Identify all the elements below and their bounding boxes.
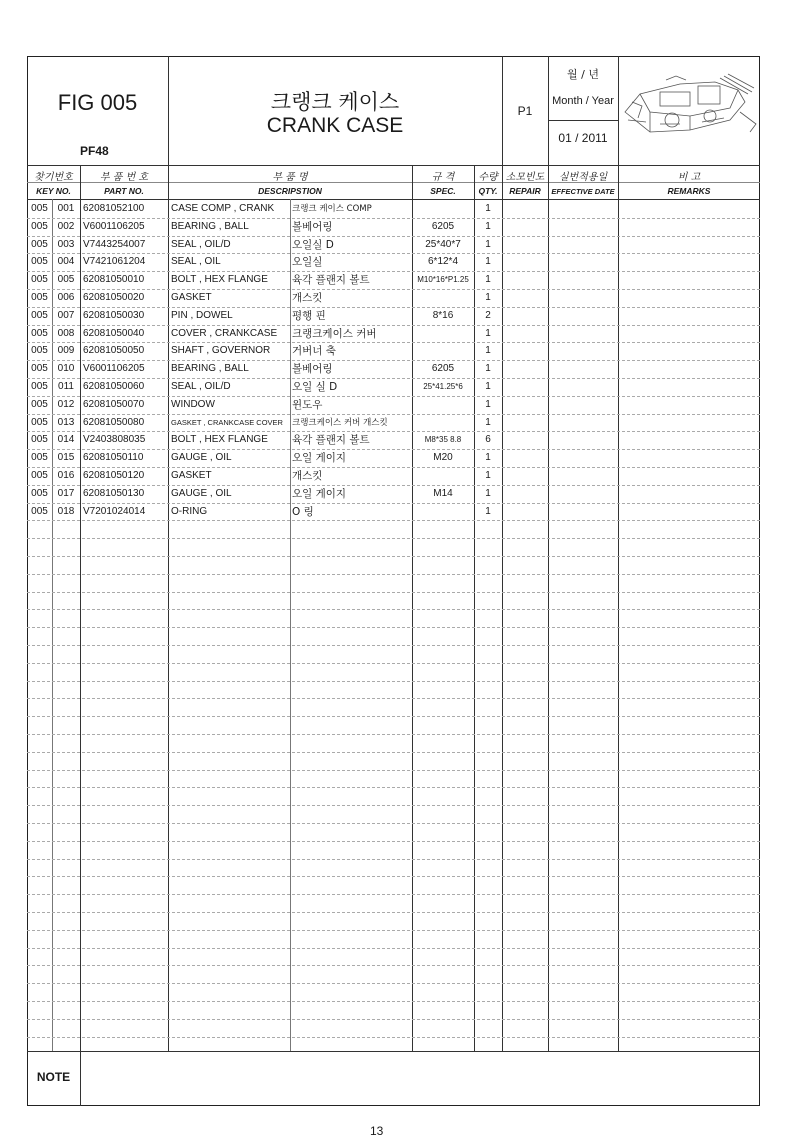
row-rule: [27, 556, 760, 557]
cell-desc-kr: 크랭크케이스 커버: [292, 327, 377, 340]
col-key-kr: 찾기번호: [34, 172, 73, 183]
cell-key: 005: [57, 274, 75, 286]
cell-part: 62081050010: [83, 274, 145, 286]
cell-qty: 1: [485, 203, 491, 214]
cell-qty: 6: [485, 434, 491, 446]
row-rule: [27, 574, 760, 575]
cell-part: 62081050030: [83, 309, 145, 321]
cell-spec: 6205: [431, 363, 455, 375]
cell-desc-kr: 육각 플랜지 볼트: [292, 274, 370, 287]
cell-fig: 005: [31, 452, 48, 464]
cell-key: 010: [57, 363, 75, 375]
cell-fig: 005: [31, 309, 48, 321]
col-qty-kr: 수량: [478, 172, 498, 183]
cell-desc-en: PIN , DOWEL: [171, 309, 233, 321]
row-rule: [27, 663, 760, 664]
cell-fig: 005: [31, 363, 48, 375]
row-rule: [27, 698, 760, 699]
cell-desc-en: GASKET: [171, 470, 212, 481]
cell-desc-kr: 크랭크 케이스 COMP: [292, 204, 372, 214]
table-row: [27, 271, 760, 289]
cell-spec: 6205: [431, 220, 455, 232]
fig-number: FIG 005: [57, 90, 138, 115]
cell-desc-kr: 평행 핀: [292, 309, 326, 322]
col-qty-en: QTY.: [478, 186, 498, 196]
cell-desc-en: GAUGE , OIL: [171, 487, 232, 499]
cell-fig: 005: [31, 345, 48, 357]
cell-spec: [412, 414, 474, 432]
cell-key: 017: [57, 487, 75, 499]
cell-desc-en: SEAL , OIL/D: [171, 238, 231, 250]
cell-part: 62081050070: [83, 398, 145, 410]
cell-key: 006: [57, 292, 75, 303]
cell-qty: 1: [485, 470, 491, 481]
title-english: CRANK CASE: [266, 114, 404, 137]
engine-illustration: [620, 72, 758, 142]
cell-desc-kr: O 링: [292, 505, 314, 518]
cell-part: V6001106205: [83, 220, 145, 232]
cell-key: 015: [57, 452, 75, 464]
row-rule: [27, 289, 760, 290]
cell-desc-en: GASKET: [171, 292, 212, 303]
table-row: [27, 289, 760, 307]
date-divider: [548, 120, 618, 121]
cell-fig: 005: [31, 487, 48, 499]
cell-spec: [412, 325, 474, 343]
col-desc-kr: 부 품 명: [272, 172, 308, 183]
cell-part: 62081050020: [83, 292, 145, 303]
cell-key: 016: [57, 470, 75, 481]
cell-spec: 25*41.25*6: [423, 382, 463, 391]
cell-key: 008: [57, 327, 75, 339]
cell-key: 003: [57, 238, 75, 250]
cell-part: V7201024014: [83, 505, 146, 517]
row-rule: [27, 681, 760, 682]
cell-desc-en: GASKET , CRANKCASE COVER: [171, 417, 283, 427]
table-row: [27, 431, 760, 449]
table-row: [27, 236, 760, 254]
row-rule: [27, 503, 760, 504]
row-rule: [27, 876, 760, 877]
row-rule: [27, 218, 760, 219]
cell-desc-en: CASE COMP , CRANK: [171, 203, 275, 214]
cell-desc-kr: 오일 게이지: [292, 452, 347, 465]
cell-desc-en: COVER , CRANKCASE: [171, 327, 278, 339]
cell-desc-kr: 오일 게이지: [292, 487, 347, 500]
cell-desc-en: BEARING , BALL: [171, 363, 249, 375]
model-code: PF48: [80, 144, 109, 158]
cell-part: V6001106205: [83, 363, 145, 375]
row-rule: [27, 538, 760, 539]
cell-qty: 2: [485, 309, 491, 321]
cell-desc-en: BOLT , HEX FLANGE: [171, 274, 268, 286]
cell-key: 013: [57, 416, 75, 428]
table-row: [27, 342, 760, 360]
table-row: [27, 503, 760, 521]
cell-part: 62081050120: [83, 470, 145, 481]
row-rule: [27, 645, 760, 646]
cell-spec: [412, 342, 474, 360]
col-spec-en: SPEC.: [430, 186, 456, 196]
cell-key: 018: [57, 505, 75, 517]
col-desc-en: DESCRIPSTION: [258, 186, 322, 196]
cell-key: 002: [57, 220, 75, 232]
title-korean: 크랭크 케이스: [270, 90, 400, 114]
table-row: [27, 325, 760, 343]
cell-desc-kr: 볼베어링: [292, 220, 333, 233]
row-rule: [27, 930, 760, 931]
cell-spec: [412, 467, 474, 485]
col-spec-kr: 규 격: [431, 172, 455, 183]
cell-qty: 1: [485, 292, 491, 303]
effective-date: 01 / 2011: [558, 131, 608, 145]
cell-key: 007: [57, 309, 75, 321]
cell-qty: 1: [485, 274, 491, 286]
row-rule: [27, 841, 760, 842]
cell-fig: 005: [31, 220, 48, 232]
cell-qty: 1: [485, 505, 491, 517]
row-rule: [27, 716, 760, 717]
cell-desc-en: SHAFT , GOVERNOR: [171, 345, 271, 357]
row-rule: [27, 325, 760, 326]
row-rule: [27, 396, 760, 397]
header-divider: [27, 165, 760, 166]
cell-fig: 005: [31, 274, 48, 286]
table-row: [27, 449, 760, 467]
cell-fig: 005: [31, 203, 48, 214]
cell-desc-en: SEAL , OIL/D: [171, 381, 231, 392]
cell-key: 014: [57, 434, 75, 446]
row-rule: [27, 1019, 760, 1020]
row-rule: [27, 859, 760, 860]
col-repair-kr: 소모빈도: [505, 172, 545, 183]
cell-part: 62081050080: [83, 416, 145, 428]
row-rule: [27, 787, 760, 788]
row-rule: [27, 948, 760, 949]
col-eff-en: EFFECTIVE DATE: [551, 187, 615, 196]
cell-part: V7421061204: [83, 256, 146, 268]
cell-qty: 1: [485, 398, 491, 410]
row-rule: [27, 414, 760, 415]
col-repair-en: REPAIR: [509, 186, 541, 196]
table-row: [27, 360, 760, 378]
row-rule: [27, 770, 760, 771]
cell-desc-kr: 오일 실 D: [292, 381, 338, 393]
row-rule: [27, 805, 760, 806]
cell-spec: M14: [433, 487, 453, 499]
cell-part: 62081050060: [83, 381, 145, 392]
cell-part: 62081050050: [83, 345, 145, 357]
table-row: [27, 485, 760, 503]
row-rule: [27, 823, 760, 824]
cell-spec: [412, 200, 474, 218]
row-rule: [27, 1037, 760, 1038]
cell-desc-kr: 오일실 D: [292, 238, 334, 251]
cell-qty: 1: [485, 363, 491, 375]
cell-key: 011: [58, 381, 74, 392]
cell-part: V2403808035: [83, 434, 146, 446]
note-area: [80, 1052, 760, 1105]
cell-desc-kr: 개스킷: [292, 470, 323, 482]
col-key-en: KEY NO.: [36, 186, 71, 196]
cell-desc-kr: 육각 플랜지 볼트: [292, 434, 370, 447]
cell-desc-en: BOLT , HEX FLANGE: [171, 434, 268, 446]
table-row: [27, 467, 760, 485]
cell-fig: 005: [31, 327, 48, 339]
row-rule: [27, 894, 760, 895]
cell-key: 012: [57, 398, 75, 410]
cell-part: 62081050040: [83, 327, 145, 339]
row-rule: [27, 236, 760, 237]
cell-qty: 1: [485, 238, 491, 250]
cell-spec: M20: [433, 452, 453, 464]
cell-spec: M8*35 8.8: [424, 435, 462, 445]
cell-fig: 005: [31, 381, 48, 392]
row-rule: [27, 627, 760, 628]
cell-desc-kr: 크랭크케이스 커버 개스킷: [292, 417, 388, 428]
table-row: [27, 200, 760, 218]
table-row: [27, 307, 760, 325]
page-code: P1: [517, 104, 533, 118]
cell-fig: 005: [31, 434, 48, 446]
row-rule: [27, 467, 760, 468]
cell-part: 62081052100: [83, 203, 145, 214]
date-label-english: Month / Year: [552, 95, 614, 107]
note-label: NOTE: [36, 1070, 71, 1084]
cell-qty: 1: [485, 345, 491, 357]
table-row: [27, 396, 760, 414]
row-rule: [27, 485, 760, 486]
cell-desc-en: SEAL , OIL: [171, 256, 221, 268]
cell-fig: 005: [31, 256, 48, 268]
row-rule: [27, 342, 760, 343]
cell-desc-kr: 오일실: [292, 256, 323, 269]
table-row: [27, 218, 760, 236]
row-rule: [27, 983, 760, 984]
cell-fig: 005: [31, 470, 48, 481]
cell-qty: 1: [485, 381, 491, 392]
cell-desc-en: BEARING , BALL: [171, 220, 249, 232]
row-rule: [27, 609, 760, 610]
cell-qty: 1: [485, 220, 491, 232]
cell-qty: 1: [485, 256, 491, 268]
cell-spec: [412, 396, 474, 414]
cell-fig: 005: [31, 238, 48, 250]
row-rule: [27, 360, 760, 361]
cell-fig: 005: [31, 416, 48, 428]
cell-desc-en: O-RING: [171, 505, 208, 517]
col-part-en: PART NO.: [104, 186, 144, 196]
col-remarks-kr: 비 고: [677, 172, 701, 183]
table-row: [27, 414, 760, 432]
row-rule: [27, 520, 760, 521]
cell-key: 009: [57, 345, 75, 357]
cell-part: V7443254007: [83, 238, 146, 250]
cell-fig: 005: [31, 505, 48, 517]
row-rule: [27, 734, 760, 735]
cell-qty: 1: [485, 416, 491, 428]
date-label-korean: 월 / 년: [567, 68, 599, 81]
cell-spec: [412, 503, 474, 521]
cell-desc-kr: 개스킷: [292, 292, 323, 304]
page-number: 13: [370, 1124, 384, 1138]
cell-part: 62081050130: [83, 487, 145, 499]
cell-key: 004: [57, 256, 75, 268]
cell-part: 62081050110: [83, 452, 144, 464]
cell-qty: 1: [485, 487, 491, 499]
cell-spec: 8*16: [432, 309, 454, 321]
cell-qty: 1: [485, 327, 491, 339]
row-rule: [27, 1001, 760, 1002]
cell-spec: M10*16*P1.25: [417, 275, 469, 285]
cell-spec: [412, 289, 474, 307]
row-rule: [27, 271, 760, 272]
row-rule: [27, 307, 760, 308]
cell-desc-kr: 윈도우: [292, 398, 323, 411]
row-rule: [27, 431, 760, 432]
row-rule: [27, 592, 760, 593]
cell-key: 001: [57, 203, 75, 214]
cell-spec: 6*12*4: [427, 256, 459, 268]
cell-desc-en: WINDOW: [171, 398, 215, 410]
cell-qty: 1: [485, 452, 491, 464]
table-row: [27, 378, 760, 396]
row-rule: [27, 449, 760, 450]
cell-desc-en: GAUGE , OIL: [171, 452, 232, 464]
col-remarks-en: REMARKS: [667, 186, 711, 196]
table-row: [27, 253, 760, 271]
row-rule: [27, 752, 760, 753]
cell-fig: 005: [31, 398, 48, 410]
cell-desc-kr: 거버너 축: [292, 345, 336, 358]
row-rule: [27, 253, 760, 254]
row-rule: [27, 965, 760, 966]
col-part-kr: 부 품 번 호: [99, 172, 149, 183]
row-rule: [27, 912, 760, 913]
cell-spec: 25*40*7: [425, 238, 461, 250]
cell-fig: 005: [31, 292, 48, 303]
col-eff-kr: 실번적용일: [558, 172, 608, 183]
row-rule: [27, 378, 760, 379]
cell-desc-kr: 볼베어링: [292, 363, 333, 376]
